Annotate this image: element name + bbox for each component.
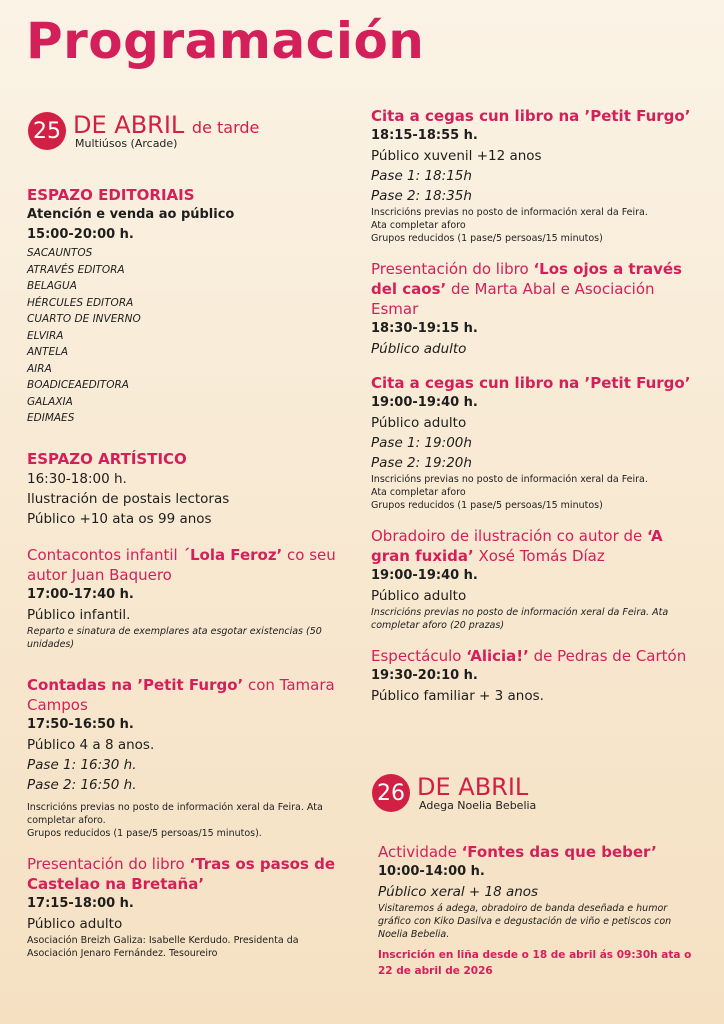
- fontes-note: Visitaremos á adega, obradoiro de banda deseñada e humor gráfico con Kiko Dasilva e degustación de viño e petiscos con Noelia Bebelia.: [378, 903, 672, 940]
- cita1-time: 18:15-18:55 h.: [371, 128, 478, 143]
- contacontos-audience: Público infantil.: [27, 606, 131, 623]
- contacontos-time: 17:00-17:40 h.: [27, 586, 134, 602]
- list-item: GALAXIA: [27, 395, 73, 408]
- artistico-heading: ESPAZO ARTÍSTICO: [27, 449, 187, 468]
- list-item: ANTELA: [27, 346, 69, 358]
- contacontos-heading: Contacontos infantil ´Lola Feroz’ co seu autor Juan Baquero: [27, 545, 336, 584]
- fontes-section: [378, 842, 700, 979]
- page-title: Programación: [26, 12, 425, 70]
- cita2-pase1: Pase 1: 19:00h: [371, 435, 472, 451]
- cita2-pase2: Pase 2: 19:20h: [371, 455, 472, 471]
- obradoiro-heading: Obradoiro de ilustración co autor de ‘A gran fuxida’ Xosé Tomás Díaz: [371, 527, 663, 565]
- editoriais-subheading: Atención e venda ao público: [27, 207, 235, 222]
- cita2-note1: Inscricións previas no posto de información xeral da Feira.: [371, 474, 648, 485]
- fontes-audience: Público xeral + 18 anos: [378, 884, 539, 900]
- day-26-label: DE ABRIL: [417, 772, 529, 801]
- day-26-text: [417, 772, 537, 812]
- list-item: AIRA: [27, 362, 52, 375]
- day-25-venue: Multiúsos (Arcade): [75, 136, 178, 150]
- artistico-line2: Público +10 ata os 99 anos: [27, 510, 212, 527]
- fontes-time: 10:00-14:00 h.: [378, 864, 485, 879]
- list-item: EDIMAES: [27, 412, 75, 424]
- contadas-audience: Público 4 a 8 anos.: [27, 736, 155, 753]
- castelao-audience: Público adulto: [27, 915, 123, 932]
- ojos-section: [371, 259, 693, 359]
- list-item: ATRAVÉS EDITORA: [27, 263, 125, 276]
- castelao-section: [27, 854, 347, 960]
- contadas-note2: Grupos reducidos (1 pase/5 persoas/15 minutos).: [27, 827, 262, 839]
- day-26-header: [372, 774, 536, 812]
- artistico-section: [27, 449, 347, 529]
- list-item: HÉRCULES EDITORA: [27, 296, 134, 309]
- list-item: ELVIRA: [27, 329, 64, 342]
- cita2-heading: Cita a cegas cun libro na ’Petit Furgo’: [371, 374, 691, 392]
- cita1-note1: Inscricións previas no posto de información xeral da Feira.: [371, 207, 648, 218]
- editoriais-section: [27, 185, 347, 427]
- obradoiro-note: Inscricións previas no posto de información xeral da Feira. Ata completar aforo (20 prazas): [371, 607, 669, 631]
- day-25-label: DE ABRIL: [73, 110, 185, 139]
- ojos-time: 18:30-19:15 h.: [371, 321, 478, 336]
- contadas-time: 17:50-16:50 h.: [27, 716, 134, 732]
- cita1-pase2: Pase 2: 18:35h: [371, 188, 472, 204]
- day-26-venue: Adega Noelia Bebelia: [419, 798, 537, 812]
- artistico-line1: Ilustración de postais lectoras: [27, 490, 230, 507]
- obradoiro-section: [371, 526, 693, 632]
- fontes-heading: Actividade ‘Fontes das que beber’: [378, 843, 657, 861]
- ojos-audience: Público adulto: [371, 341, 467, 357]
- day-25-suffix: de tarde: [191, 117, 260, 137]
- cita1-note2: Ata completar aforo: [371, 220, 466, 231]
- day-26-number: 26: [372, 774, 410, 812]
- cita1-pase1: Pase 1: 18:15h: [371, 168, 472, 184]
- artistico-time: 16:30-18:00 h.: [27, 470, 127, 487]
- contadas-section: [27, 675, 347, 840]
- contacontos-note: Reparto e sinatura de exemplares ata esgotar existencias (50 unidades): [27, 625, 322, 650]
- cita2-note3: Grupos reducidos (1 pase/5 persoas/15 minutos): [371, 500, 603, 511]
- ojos-heading: Presentación do libro ‘Los ojos a través del caos’ de Marta Abal e Asociación Esmar: [371, 260, 682, 318]
- obradoiro-time: 19:00-19:40 h.: [371, 568, 478, 583]
- cita2-audience: Público adulto: [371, 415, 467, 431]
- list-item: BOADICEAEDITORA: [27, 379, 129, 391]
- castelao-heading: Presentación do libro ‘Tras os pasos de Castelao na Bretaña’: [27, 854, 336, 893]
- day-25-number: 25: [28, 112, 66, 150]
- castelao-time: 17:15-18:00 h.: [27, 895, 134, 911]
- right-column: [371, 106, 693, 720]
- alicia-time: 19:30-20:10 h.: [371, 668, 478, 683]
- contadas-pase1: Pase 1: 16:30 h.: [27, 756, 137, 773]
- contadas-heading: Contadas na ’Petit Furgo’ con Tamara Campos: [27, 675, 335, 714]
- fontes-inscription: Inscrición en liña desde o 18 de abril ás 09:30h ata o 22 de abril de 2026: [378, 949, 692, 977]
- contadas-note1: Inscricións previas no posto de información xeral da Feira. Ata completar aforo.: [27, 801, 323, 826]
- editoriais-heading: ESPAZO EDITORIAIS: [27, 186, 195, 204]
- day-25-header: [28, 112, 259, 150]
- alicia-section: [371, 646, 693, 706]
- contadas-pase2: Pase 2: 16:50 h.: [27, 776, 137, 793]
- castelao-note: Asociación Breizh Galiza: Isabelle Kerdudo. Presidenta da Asociación Jenaro Fernández. Tesoureiro: [27, 934, 299, 959]
- obradoiro-audience: Público adulto: [371, 588, 467, 604]
- day-25-text: [73, 110, 260, 150]
- cita1-note3: Grupos reducidos (1 pase/5 persoas/15 minutos): [371, 233, 603, 244]
- alicia-audience: Público familiar + 3 anos.: [371, 688, 544, 704]
- editoriais-time: 15:00-20:00 h.: [27, 227, 134, 242]
- left-column: [27, 185, 347, 974]
- list-item: CUARTO DE INVERNO: [27, 313, 141, 325]
- publisher-list: [27, 245, 347, 427]
- list-item: BELAGUA: [27, 280, 77, 292]
- cita1-audience: Público xuvenil +12 anos: [371, 148, 542, 164]
- cita1-heading: Cita a cegas cun libro na ’Petit Furgo’: [371, 107, 691, 125]
- cita2-note2: Ata completar aforo: [371, 487, 466, 498]
- cita2-section: [371, 373, 693, 512]
- alicia-heading: Espectáculo ‘Alicia!’ de Pedras de Cartón: [371, 647, 687, 665]
- cita1-section: [371, 106, 693, 245]
- list-item: SACAUNTOS: [27, 247, 93, 259]
- contacontos-section: [27, 545, 347, 651]
- cita2-time: 19:00-19:40 h.: [371, 395, 478, 410]
